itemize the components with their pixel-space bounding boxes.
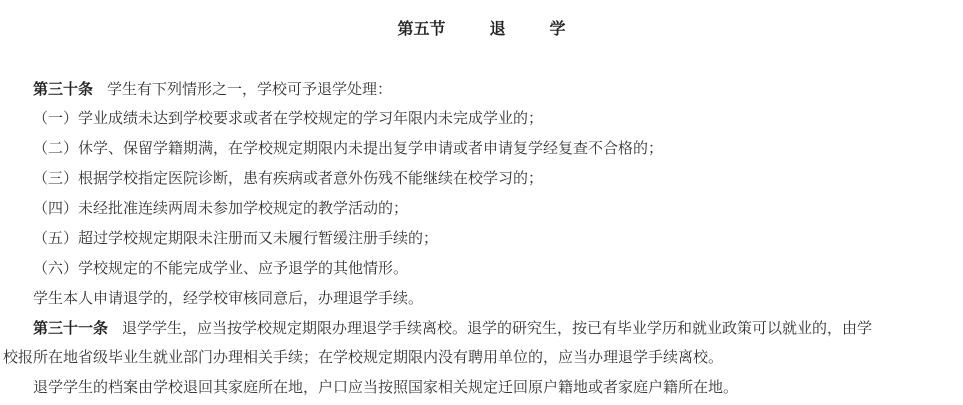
- article-30-label: 第三十条: [33, 80, 94, 98]
- article-31-line-1: [33, 318, 872, 338]
- article-31-label: 第三十一条: [33, 319, 109, 337]
- article-30-intro: 学生有下列情形之一，学校可予退学处理：: [107, 80, 393, 98]
- section-title-char-1: 退: [489, 19, 506, 38]
- article-30-item-2: （二）休学、保留学籍期满，在学校规定期限内未提出复学申请或者申请复学经复查不合格的；: [33, 139, 664, 157]
- section-title: [0, 16, 963, 39]
- article-30-closing: 学生本人申请退学的，经学校审核同意后，办理退学手续。: [33, 289, 424, 307]
- article-31-line-2: 校报所在地省级毕业生就业部门办理相关手续；在学校规定期限内没有聘用单位的，应当办理退学手续离校。: [3, 348, 724, 366]
- section-title-char-2: 学: [549, 19, 566, 38]
- article-31-line-3: 退学学生的档案由学校退回其家庭所在地，户口应当按照国家相关规定迁回原户籍地或者家庭户籍所在地。: [33, 378, 739, 396]
- article-30-item-6: （六）学校规定的不能完成学业、应予退学的其他情形。: [33, 259, 409, 277]
- article-30-item-3: （三）根据学校指定医院诊断，患有疾病或者意外伤残不能继续在校学习的；: [33, 169, 544, 187]
- article-30-heading: [33, 79, 392, 99]
- section-title-prefix: 第五节: [397, 19, 446, 38]
- article-31-text-1: 退学学生，应当按学校规定期限办理退学手续离校。退学的研究生，按已有毕业学历和就业政策可以就业的，由学: [122, 319, 873, 337]
- article-30-item-4: （四）未经批准连续两周未参加学校规定的教学活动的；: [33, 199, 409, 217]
- article-30-item-5: （五）超过学校规定期限未注册而又未履行暂缓注册手续的；: [33, 229, 439, 247]
- article-30-item-1: （一）学业成绩未达到学校要求或者在学校规定的学习年限内未完成学业的；: [33, 109, 544, 127]
